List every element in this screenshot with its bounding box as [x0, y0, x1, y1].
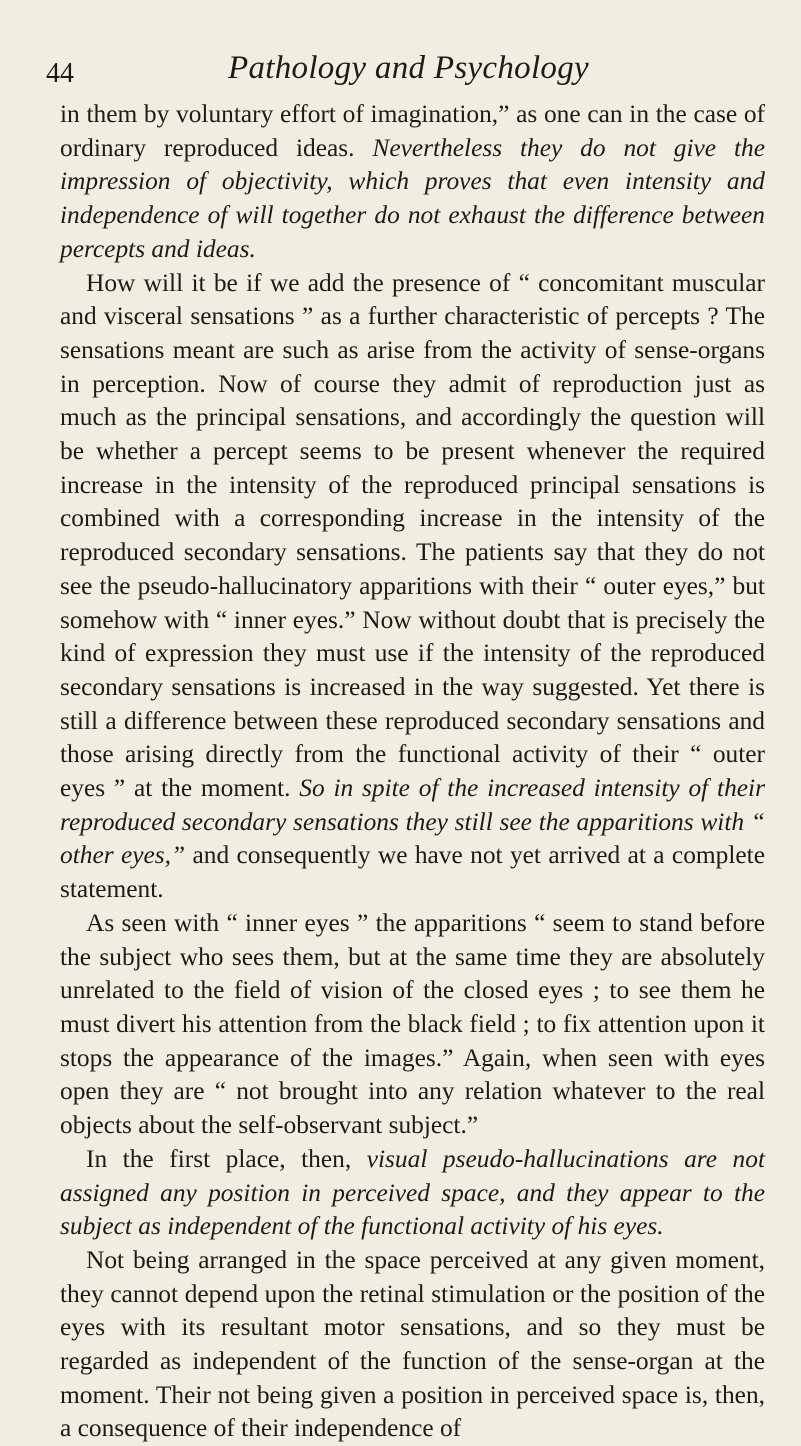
paragraph — [60, 907, 765, 1143]
page-number: 44 — [46, 58, 74, 89]
paragraph — [60, 1143, 765, 1244]
text-run: in them by voluntary effort of imagination,” as one can in the case of ordinary reproduced ideas. — [60, 100, 765, 162]
italic-run: So in spite of the increased intensity of their reproduced secondary sensations they still see the apparitions with “ other eyes,” — [60, 774, 765, 870]
text-run: In the first place, then, — [86, 1144, 367, 1173]
italic-run: visual pseudo-hallucinations are not assigned any position in perceived space, and they appear to the subject as independent of the functional activity of his eyes. — [60, 1144, 765, 1241]
text-run: and consequently we have not yet arrived at a complete statement. — [60, 841, 765, 904]
paragraph — [60, 267, 765, 907]
body-text — [60, 98, 765, 1446]
paragraph — [60, 98, 765, 267]
text-run: As seen with “ inner eyes ” the apparitions “ seem to stand before the subject who sees them, but at the same time they are absolutely unrelated to the field of vision of the closed eyes ; to see them he must divert his attention from the black field ; to fix attention upon it stops the appearance of the images.” Again, when seen with eyes open they are “ not brought into any relation whatever to the real objects about the self-observant subject.” — [60, 908, 765, 1140]
running-title: Pathology and Psychology — [228, 50, 589, 86]
text-run: Not being arranged in the space perceived at any given moment, they cannot depend upon the retinal stimulation or the position of the eyes with its resultant motor sensations, and so they must be regarded as independent of the function of the sense-organ at the moment. Their not being given a position in perceived space is, then, a consequence of their independence of — [60, 1245, 765, 1443]
italic-run: Nevertheless they do not give the impression of objectivity, which proves that even intensity and independence of will together do not exhaust the difference between percepts and ideas. — [60, 133, 765, 263]
page-header — [46, 44, 771, 94]
paragraph — [60, 1244, 765, 1446]
text-run: How will it be if we add the presence of “ concomitant muscular and visceral sensations ” as a further characteristic of percepts ? The sensations meant are such as arise from the activity of sense-organs in perception. Now of course they admit of reproduction just as much as the principal sensations, and accordingly the question will be whether a percept seems to be present whenever the required increase in the intensity of the reproduced principal sensations is combined with a corresponding increase in the intensity of the reproduced secondary sensations. The patients say that they do not see the pseudo-hallucinatory apparitions with their “ outer eyes,” but somehow with “ inner eyes.” Now without doubt that is precisely the kind of expression they must use if the intensity of the reproduced secondary sensations is increased in the way suggested. Yet there is still a difference between these reproduced secondary sensations and those arising directly from the functional activity of their “ outer eyes ” at the moment. — [60, 268, 765, 803]
